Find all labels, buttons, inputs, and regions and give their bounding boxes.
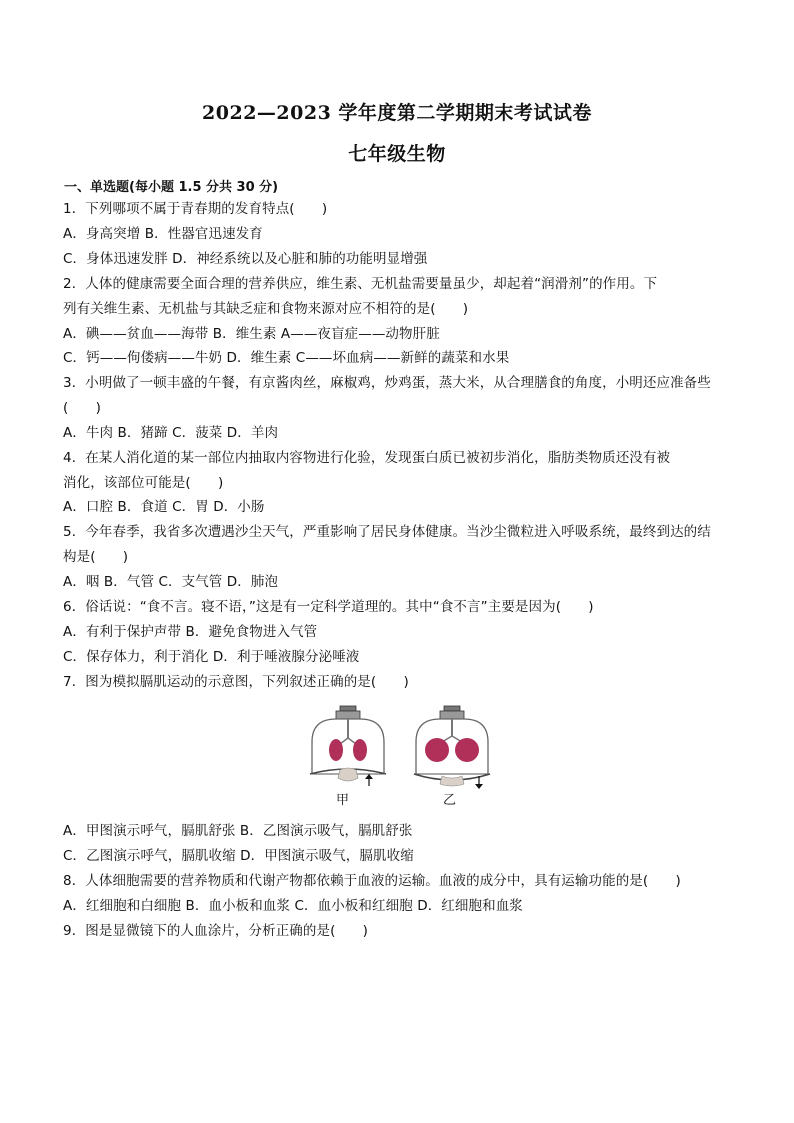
diaphragm-model-figure [306,704,496,814]
question-7-stem: 7．图为模拟膈肌运动的示意图，下列叙述正确的是( ) [63,674,409,690]
question-6-stem: 6．俗话说：“食不言。寝不语，”这是有一定科学道理的。其中“食不言”主要是因为( ) [63,599,594,615]
question-2-stem-cont: 列有关维生素、无机盐与其缺乏症和食物来源对应不相符的是( ) [63,301,469,317]
question-9-stem: 9．图是显微镜下的人血涂片，分析正确的是( ) [63,923,369,939]
question-3-options: A．牛肉 B．猪蹄 C．菠菜 D．羊肉 [63,425,279,441]
question-2-stem: 2．人体的健康需要全面合理的营养供应，维生素、无机盐需要量虽少，却起着“润滑剂”的作用。下 [63,276,658,292]
figure-label-yi: 乙 [443,793,457,808]
question-8-options: A．红细胞和白细胞 B．血小板和血浆 C．血小板和红细胞 D．红细胞和血浆 [63,898,523,914]
question-4-stem-cont: 消化，该部位可能是( ) [63,475,224,491]
exam-subject: 七年级生物 [348,143,446,165]
question-8-stem: 8．人体细胞需要的营养物质和代谢产物都依赖于血液的运输。血液的成分中，具有运输功能的是( ) [63,873,681,889]
lung-right-large [455,738,479,762]
section-heading: 一、单选题(每小题 1.5 分共 30 分) [64,180,279,195]
jar-left-diagram [310,706,386,808]
question-3-stem-cont: ( ) [63,400,101,416]
question-5-stem-cont: 构是( ) [63,549,129,565]
question-6-options-cd: C．保存体力，利于消化 D．利于唾液腺分泌唾液 [63,649,360,665]
jar-right-diagram [414,706,490,808]
question-4-stem: 4．在某人消化道的某一部位内抽取内容物进行化验，发现蛋白质已被初步消化，脂肪类物质还没有被 [63,450,671,466]
question-4-options: A．口腔 B．食道 C．胃 D．小肠 [63,499,265,515]
lung-left-large [425,738,449,762]
figure-label-jia: 甲 [336,793,350,808]
question-1-stem: 1．下列哪项不属于青春期的发育特点( ) [63,201,328,217]
question-2-options-cd: C．钙——佝偻病——牛奶 D．维生素 C——坏血病——新鲜的蔬菜和水果 [63,350,510,366]
exam-title: 2022—2023 学年度第二学期期末考试试卷 [202,102,592,124]
lung-left-small [329,739,343,761]
question-1-options-ab: A．身高突增 B．性器官迅速发育 [63,226,263,242]
question-7-options-cd: C．乙图演示呼气，膈肌收缩 D．甲图演示吸气，膈肌收缩 [63,848,414,864]
question-7-options-ab: A．甲图演示呼气，膈肌舒张 B．乙图演示吸气，膈肌舒张 [63,823,413,839]
question-5-stem: 5．今年春季，我省多次遭遇沙尘天气，严重影响了居民身体健康。当沙尘微粒进入呼吸系统，最终到达的结 [63,524,711,540]
question-6-options-ab: A．有利于保护声带 B．避免食物进入气管 [63,624,318,640]
question-2-options-ab: A．碘——贫血——海带 B．维生素 A——夜盲症——动物肝脏 [63,326,440,342]
question-5-options: A．咽 B．气管 C．支气管 D．肺泡 [63,574,279,590]
question-1-options-cd: C．身体迅速发胖 D．神经系统以及心脏和肺的功能明显增强 [63,251,428,267]
diaphragm-model-svg [306,704,496,814]
question-3-stem: 3．小明做了一顿丰盛的午餐，有京酱肉丝，麻椒鸡，炒鸡蛋，蒸大米，从合理膳食的角度，小明还应准备些 [63,375,711,391]
lung-right-small [353,739,367,761]
